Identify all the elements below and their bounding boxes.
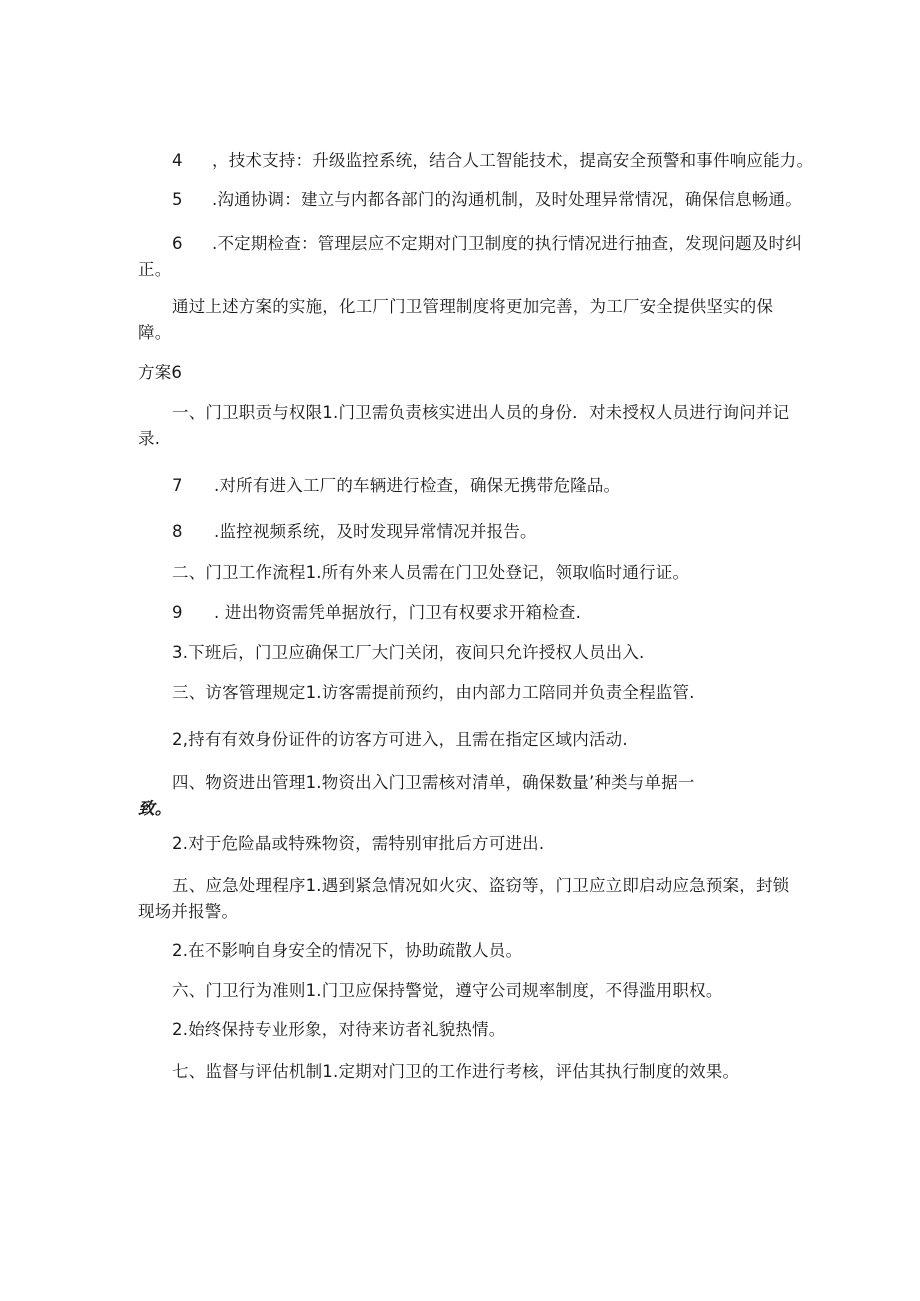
list-number: 8 [172, 522, 183, 541]
section-2-workflow: 二、门卫工作流程1.所有外来人员需在门卫处登记，领取临时通行证。 [172, 563, 690, 582]
section-heading-plan6: 方案6 [138, 363, 183, 382]
paragraph-video-monitoring [138, 519, 822, 545]
list-number: 6 [172, 234, 183, 253]
section-7-supervision: 七、监督与评估机制1.定期对门卫的工作进行考核，评估其执行制度的效果。 [172, 1062, 740, 1081]
section-4-materials: 四、物资进出管理1.物资出入门卫需核对清单，确保数量’种类与单据一 [172, 773, 695, 792]
paragraph-communication [138, 187, 822, 213]
paragraph-technical-support [138, 148, 822, 174]
paragraph-hazardous-approval: 2.对于危险晶或特殊物资，需特别审批后方可进出. [172, 834, 545, 853]
paragraph-text: .沟通协调：建立与内都各部门的沟通机制，及时处理异常情况，确保信息畅通。 [212, 190, 802, 209]
paragraph-vehicle-inspection [138, 473, 822, 499]
paragraph-irregular-inspection-cont: 正。 [138, 260, 172, 279]
paragraph-irregular-inspection [138, 231, 822, 257]
section-5-emergency-cont: 现场并报警。 [138, 902, 239, 921]
section-6-conduct: 六、门卫行为准则1.门卫应保持警觉，遵守公司规率制度，不得滥用职权。 [172, 981, 723, 1000]
paragraph-visitor-id: 2,持有有效身份证件的访客方可进入，且需在指定区域内活动. [172, 730, 628, 749]
paragraph-text: .监控视频系统，及时发现异常情况并报告。 [214, 522, 537, 541]
paragraph-material-release [138, 600, 822, 626]
list-number: 4 [172, 151, 183, 170]
section-4-materials-cont: 致。 [138, 799, 172, 818]
paragraph-text: .对所有进入工厂的车辆进行检查，确保无携带危隆品。 [214, 476, 621, 495]
section-3-visitors: 三、访客管理规定1.访客需提前预约，由内部力工陪同并负责全程监管. [172, 683, 695, 702]
list-number: 7 [172, 476, 183, 495]
section-1-duties-cont: 录. [138, 429, 161, 448]
paragraph-text: ，技术支持：升级监控系统，结合人工智能技术，提高安全预警和事件响应能力。 [212, 151, 814, 170]
paragraph-text: . 进出物资需凭单据放行，门卫有权要求开箱检查. [214, 603, 582, 622]
section-1-duties: 一、门卫职贡与权限1.门卫需负责核实进出人员的身份．对未授权人员进行询问并记 [172, 403, 790, 422]
list-number: 9 [172, 603, 183, 622]
paragraph-professional-image: 2.始终保持专业形象，对待来访者礼貌热情。 [172, 1020, 506, 1039]
paragraph-text: .不定期检查：管理层应不定期对门卫制度的执行情况进行抽查，发现问题及时纠 [212, 234, 802, 253]
paragraph-gate-closing: 3.下班后，门卫应确保工厂大门关闭，夜间只允许授权人员出入. [172, 643, 645, 662]
paragraph-conclusion-cont: 障。 [138, 323, 172, 342]
paragraph-conclusion: 通过上述方案的实施，化工厂门卫管理制度将更加完善，为工厂安全提供坚实的保 [172, 297, 774, 316]
list-number: 5 [172, 190, 183, 209]
section-5-emergency: 五、应急处理程序1.遇到紧急情况如火灾、盗窃等，门卫应立即启动应急预案，封锁 [172, 876, 790, 895]
paragraph-evacuation: 2.在不影响自身安全的情况下，协助疏散人员。 [172, 941, 523, 960]
